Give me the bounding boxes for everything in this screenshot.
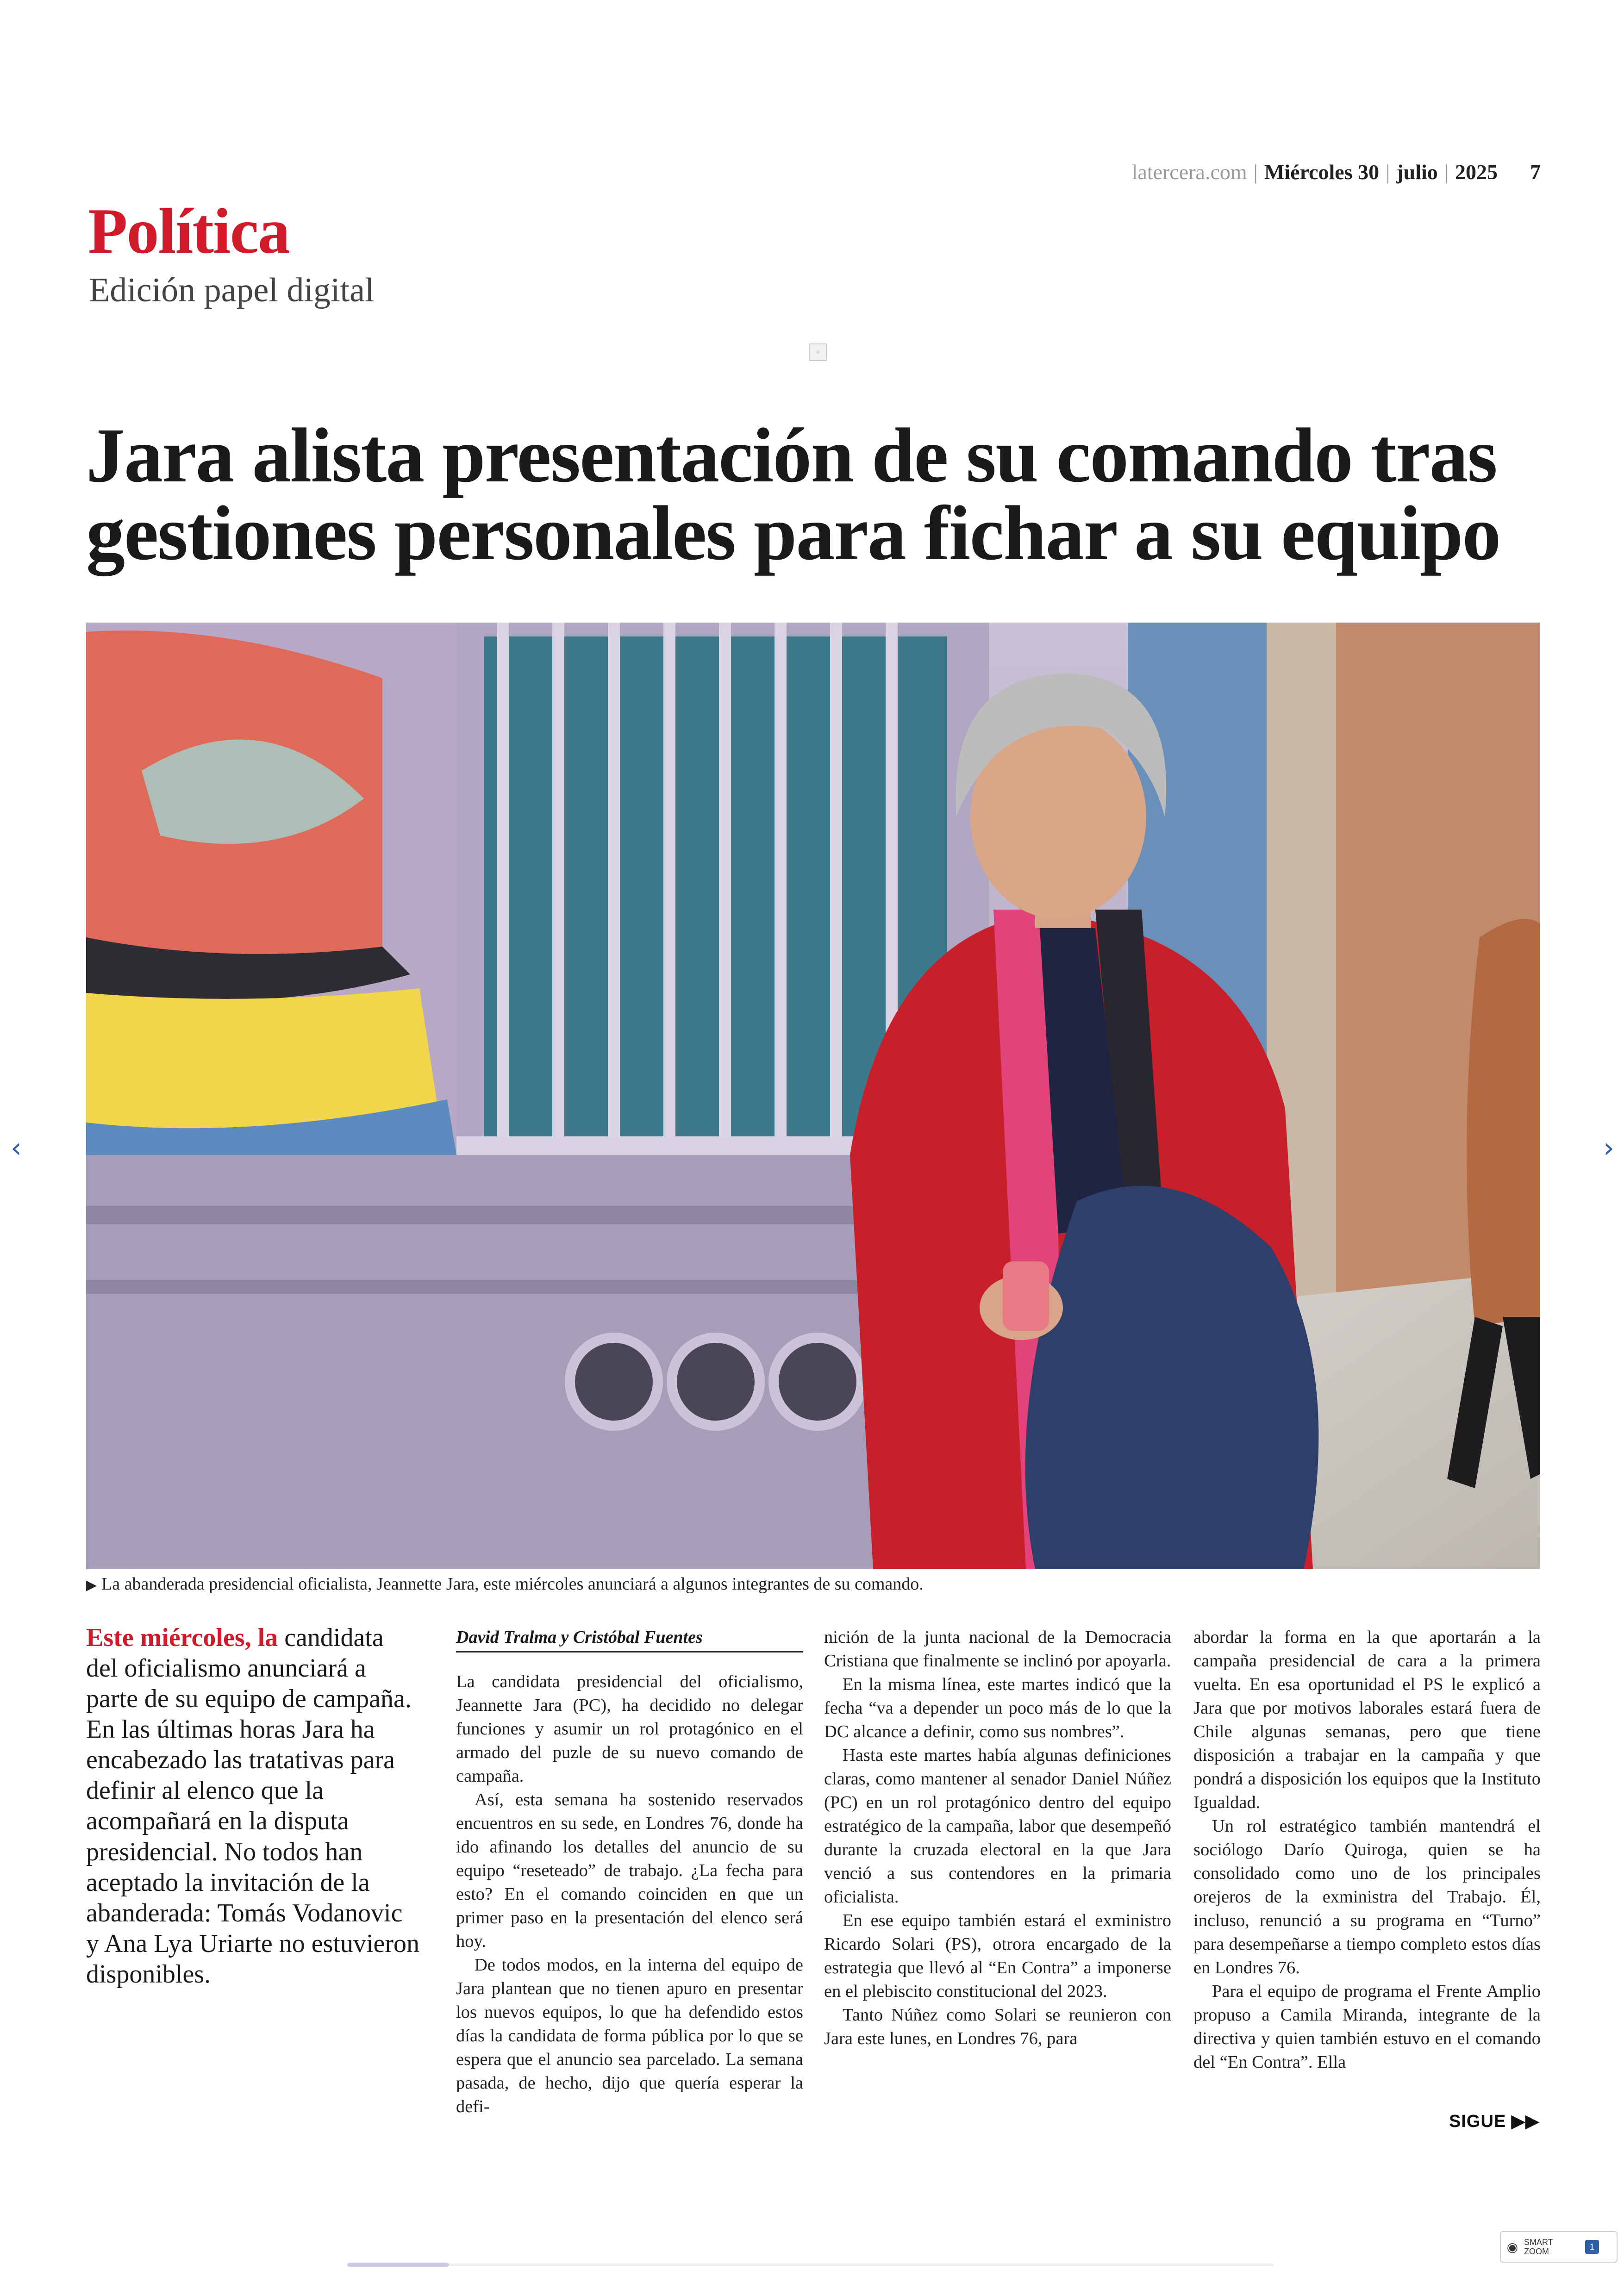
article-headline <box>86 412 1568 576</box>
body-column-2 <box>824 1626 1171 2051</box>
scrollbar-thumb[interactable] <box>347 2263 449 2267</box>
paragraph: De todos modos, en la interna del equipo de Jara plantean que no tienen apuro en presentar los nuevos equipos, lo que ha defendido estos días la candidata de forma pública por lo que se espera que el anuncio sea parcelado. La semana pasada, de hecho, dijo que quería esperar la defi- <box>456 1955 803 2116</box>
headline-line-1: Jara alista presentación de su comando tras <box>86 412 1497 499</box>
zoom-badge: 1 <box>1585 2240 1599 2254</box>
body-column-3 <box>1193 1626 1541 2074</box>
section-subtitle: Edición papel digital <box>89 271 375 309</box>
article-photo[interactable] <box>86 623 1540 1569</box>
smart-zoom-button[interactable] <box>1500 2231 1618 2263</box>
continue-link[interactable]: SIGUE ▶▶ <box>1449 2112 1540 2131</box>
section-title: Política <box>88 195 289 267</box>
next-page-chevron-icon[interactable]: › <box>1603 1132 1614 1164</box>
smart-zoom-label: SMART ZOOM <box>1524 2238 1553 2256</box>
article-lead <box>86 1622 419 1989</box>
paragraph: Así, esta semana ha sostenido reservados encuentros en su sede, en Londres 76, donde ha ido afinando los detalles del anuncio de su equipo “reseteado” de trabajo. ¿La fecha para esto? En el comando coinciden en que un primer paso en la presentación del elenco será hoy. <box>456 1790 803 1951</box>
lead-highlight: Este miércoles, la <box>86 1623 278 1652</box>
caption-arrow-icon: ▶ <box>86 1578 97 1593</box>
article-byline: David Tralma y Cristóbal Fuentes <box>456 1627 803 1653</box>
paragraph: Hasta este martes había algunas definiciones claras, como mantener al senador Daniel Núñez (PC) en un rol protagónico dentro del equipo estratégico de la campaña, labor que desempeñó durante la cruzada electoral en la que Jara venció a sus contendores en la primaria oficialista. <box>824 1746 1171 1907</box>
body-column-1 <box>456 1670 803 2119</box>
caption-text: La abanderada presidencial oficialista, Jeannette Jara, este miércoles anunciará a algunos integrantes de su comando. <box>101 1574 924 1594</box>
previous-page-chevron-icon[interactable]: ‹ <box>11 1132 22 1164</box>
header-year: 2025 <box>1455 160 1498 184</box>
site-name: latercera.com <box>1131 160 1247 184</box>
paragraph: nición de la junta nacional de la Democracia Cristiana que finalmente se inclinó por apoyarla. <box>824 1628 1171 1671</box>
paragraph: En la misma línea, este martes indicó que la fecha “va a depender un poco más de lo que la DC alcance a definir, como sus nombres”. <box>824 1675 1171 1741</box>
paragraph: abordar la forma en la que aportarán a la campaña presidencial de cara a la primera vuelta. En esa oportunidad el PS le explicó a Jara que por motivos laborales estará fuera de Chile algunas semanas, pero que tiene disposición a trabajar en la campaña y que pondrá a disposición los equipos que la Instituto Igualdad. <box>1193 1628 1541 1812</box>
photo-illustration <box>86 623 1540 1569</box>
photo-caption <box>86 1574 924 1594</box>
headline-line-2: gestiones personales para fichar a su equipo <box>86 490 1500 576</box>
page-number: 7 <box>1530 160 1541 184</box>
paragraph: En ese equipo también estará el exministro Ricardo Solari (PS), otrora encargado de la estrategia que llevó al “En Contra” a imponerse en el plebiscito constitucional del 2023. <box>824 1911 1171 2001</box>
scroll-track[interactable] <box>347 2264 1273 2266</box>
header-month: julio <box>1396 160 1438 184</box>
header-day: Miércoles 30 <box>1264 160 1380 184</box>
paragraph: Un rol estratégico también mantendrá el sociólogo Darío Quiroga, quien se ha consolidado como uno de los principales orejeros de la exministra del Trabajo. Él, incluso, renunció a su programa en “Turno” para desempeñarse a tiempo completo estos días en Londres 76. <box>1193 1816 1541 1977</box>
lead-text: candidata del oficialismo anunciará a parte de su equipo de campaña. En las últimas horas Jara ha encabezado las tratativas para definir al elenco que la acompañará en la disputa presidencial. No todos han aceptado la invitación de la abanderada: Tomás Vodanovic y Ana Lya Uriarte no estuvieron disponibles. <box>86 1623 420 1989</box>
edition-header: latercera.com | Miércoles 30 | julio | 2025 7 <box>1131 160 1541 184</box>
eye-icon: ◉ <box>1506 2239 1518 2254</box>
paragraph: Tanto Núñez como Solari se reunieron con Jara este lunes, en Londres 76, para <box>824 2005 1171 2048</box>
image-placeholder-icon: ▫ <box>809 343 827 361</box>
paragraph: La candidata presidencial del oficialismo, Jeannette Jara (PC), ha decidido no delegar funciones y asumir un rol protagónico en el armado del puzle de su nuevo comando de campaña. <box>456 1672 803 1786</box>
paragraph: Para el equipo de programa el Frente Amplio propuso a Camila Miranda, integrante de la directiva y quien también estuvo en el comando del “En Contra”. Ella <box>1193 1982 1541 2072</box>
